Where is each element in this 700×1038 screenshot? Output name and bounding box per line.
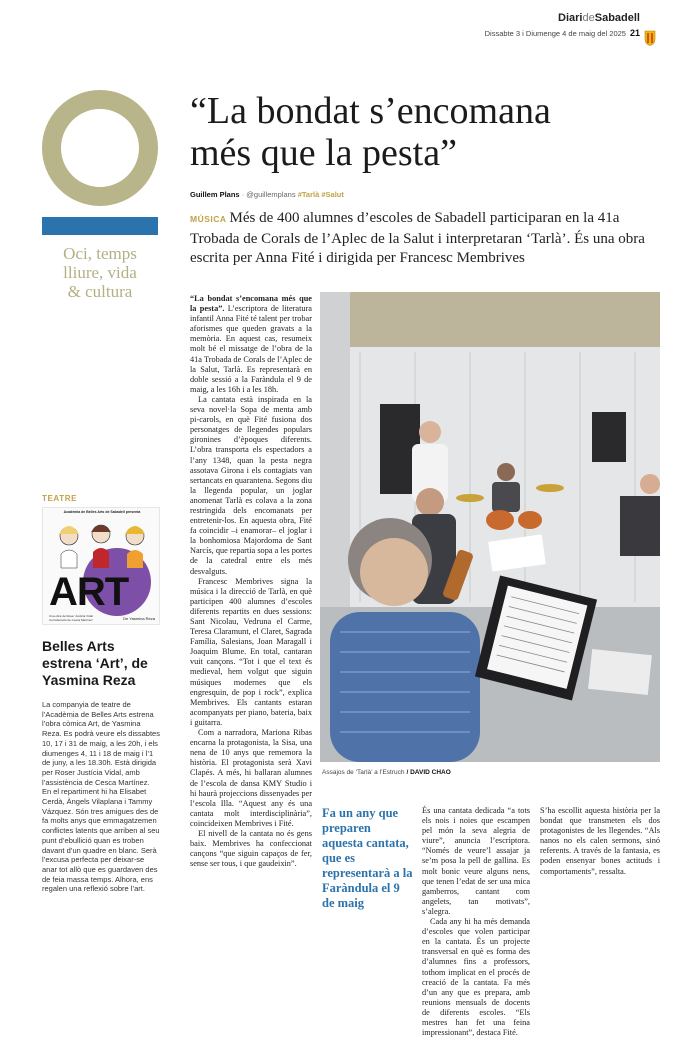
rehearsal-photo-illustration (320, 292, 660, 762)
author-handle[interactable]: @guillemplans (246, 190, 296, 199)
byline-separator: · (241, 190, 245, 199)
section-title-line3: & cultura (67, 282, 133, 301)
paragraph-4: Com a narradora, Mariona Ribas encarna la protagonista, la Sisa, una nena de 10 anys que rememora la història. El protagonista serà Xavi Clapés. A més, hi ballaran alumnes de l’escola de dansa KMY Studio i hi haurà projeccions dissenyades per l’escola Illa. “Aquest any és una cantata molt interdisciplinària”, coincideixen Membrives i Fité. (190, 728, 312, 828)
article-column-4 (540, 806, 660, 877)
poster-header: Acadèmia de Belles Arts de Sabadell presenta (63, 510, 141, 514)
masthead (485, 12, 640, 38)
headline-line1: “La bondat s’encomana (190, 90, 551, 132)
sidebar-section-label: TEATRE (42, 494, 78, 503)
art-poster-image (42, 507, 160, 625)
pull-quote: Fa un any que preparen aquesta cantata, que es representarà a la Faràndula el 9 de maig (322, 806, 413, 910)
issue-date: Dissabte 3 i Diumenge 4 de maig del 2025 (484, 29, 626, 38)
paragraph-5: El nivell de la cantata no és gens baix. Membrives ha confeccionat cançons “que siguin capaços de fer, sense ser tous, i que gaudeixin”. (190, 828, 312, 869)
paragraph-8: S’ha escollit aquesta història per la bondat que transmeten els dos protagonistes de les llegendes. “Als nanos no els calen sermons, sinó referents. A través de la fantasia, es poden ensenyar bones actituds i comportaments”, ressalta. (540, 806, 660, 876)
poster-title: ART (49, 570, 129, 614)
section-title (42, 244, 158, 301)
category-label: MÚSICA (190, 214, 227, 224)
section-title-line1: Oci, temps (63, 244, 137, 263)
section-title-line2: lliure, vida (63, 263, 137, 282)
paragraph-7: Cada any hi ha més demanda d’escoles que volen participar en la cantata. És un projecte transversal en què es forma des d’alumnes fins a professors, tothom implicat en el procés de creació de la cantata. Fa més d’un any que es prepara, amb reunions mensuals de docents de diferents escoles. “Els mestres han fet una feina impressionant”, destaca Fité. (422, 917, 530, 1038)
sabadell-shield-icon (644, 30, 656, 46)
photo-caption (322, 769, 451, 776)
hashtag-salut[interactable]: #Salut (321, 190, 344, 199)
brand-city: Sabadell (594, 12, 640, 24)
hashtag-tarla[interactable]: #Tarlà (297, 190, 320, 199)
caption-text: Assajos de ‘Tarlà’ a l’Estruch (322, 769, 405, 776)
article-column-3 (422, 806, 530, 1038)
section-letter-o-logo (42, 90, 158, 206)
poster-author: De Yasmina Reza (123, 616, 155, 621)
byline (190, 190, 344, 199)
newspaper-brand (485, 12, 640, 24)
paragraph-3: Francesc Membrives signa la música i la direcció de Tarlà, en què participen 400 alumnes d’escoles diferents repartits en dues sessions: Sant Nicolau, Vedruna el Carme, Teresa Claramunt, el Claret, Sagrada Família, Salesians, Joan Maragall i Joaquim Blume. En total, cantaran vuit cançons. “Tot i que el text és medieval, hem volgut que siguin músiques modernes que els engresquin, de pop i rock”, explica Membrives. Els cantants estaran acompanyats per piano, bateria, baix i guitarra. (190, 576, 312, 727)
paragraph-6: És una cantata dedicada “a tots els nois i noies que escampen pel món la seva alegria de viure”, anuncia l’escriptora. “Només de veure’l assajar ja se’m posa la pell de gallina. Es molt bonic veure alguns nens, que tenen l’edat de ser una mica gamberros, cantant com angelets, tan motivats”, s’alegra. (422, 806, 530, 916)
article-headline (190, 90, 670, 174)
dateline (485, 28, 640, 38)
author-name: Guillem Plans (190, 190, 240, 199)
brand-de: de (582, 12, 595, 24)
headline-line2: més que la pesta” (190, 132, 457, 174)
article-column-1 (190, 294, 312, 869)
sidebar-headline: Belles Arts estrena ‘Art’, de Yasmina Reza (42, 638, 148, 688)
paragraph-2: La cantata està inspirada en la seva novel·la Sopa de menta amb pi-carols, en què Fité fusiona dos personatges de llegendes populars gironines d’èpoques diferents. L’obra transporta els espectadors a l’any 1348, quan la pesta negra assotava Girona i els contagiats van sertancats en quarantena. Segons diu la llegenda popular, un joglar anomenat Tarlà es colava a la zona restringida dels encomanats per entretenir-los. En aquesta obra, Fité fa coincidir –i enamorar– el joglar i la bonhomiosa Majordoma de Sant Narcís, que repartia sopa a les portes de la catedral entre els més desvalguts. (190, 394, 312, 576)
page-number: 21 (629, 28, 640, 38)
poster-credits: Una obra de Roser Justícia Vidal · Col·laboració de Cesca Martínez (49, 614, 95, 622)
paragraph-1-lead: “La bondat s’encomana més que la pesta”. (190, 294, 312, 314)
article-lead (190, 209, 670, 269)
lead-text: Més de 400 alumnes d’escoles de Sabadell participaran en la 41a Trobada de Corals de l’Aplec de la Salut i interpretaran ‘Tarlà’. És una obra escrita per Anna Fité i dirigida per Francesc Membrives (190, 210, 645, 266)
photo-credit: / DAVID CHAO (406, 769, 451, 776)
paragraph-1-text: L’escriptora de literatura infantil Anna Fité té talent per trobar aforismes que queden gravats a la memòria. En aquest cas, resumeix molt bé el missatge de l’obra de la 41a Trobada de Corals de l’Aplec de la Salut, Tarlà. Es representarà en doble sessió a la Faràndula el 9 de maig, a les 16h i a les 18h. (190, 304, 312, 394)
sidebar-body: La companyia de teatre de l’Acadèmia de Belles Arts estrena l’obra còmica Art, de Yasmina Reza. Es podrà veure els dissabtes 10, 17 i 31 de maig, a les 20h, i els diumenges 4, 11 i 18 de maig i l’1 de juny, a les 18.30h. Està dirigida per Roser Justícia Vidal, amb l’assistència de Cesca Martínez. En el repartiment hi ha Elisabet Cerdà, Àngels Vilaplana i Tammy Vázquez. Són tres amigues des de fa molts anys que emmagatzemen conflictes latents que arriben al seu punt d’ebullició quan es troben davant d’un quadre en blanc. Serà l’excusa perfecta per deixar-se anar tot allò que es guardaven des de feia massa temps. Alhora, ens regalen una reflexió sobre l’art. (42, 700, 160, 894)
brand-main: Diari (558, 12, 583, 24)
paragraph-1 (190, 294, 312, 395)
rehearsal-photo (320, 292, 660, 762)
section-blue-bar (42, 217, 158, 235)
